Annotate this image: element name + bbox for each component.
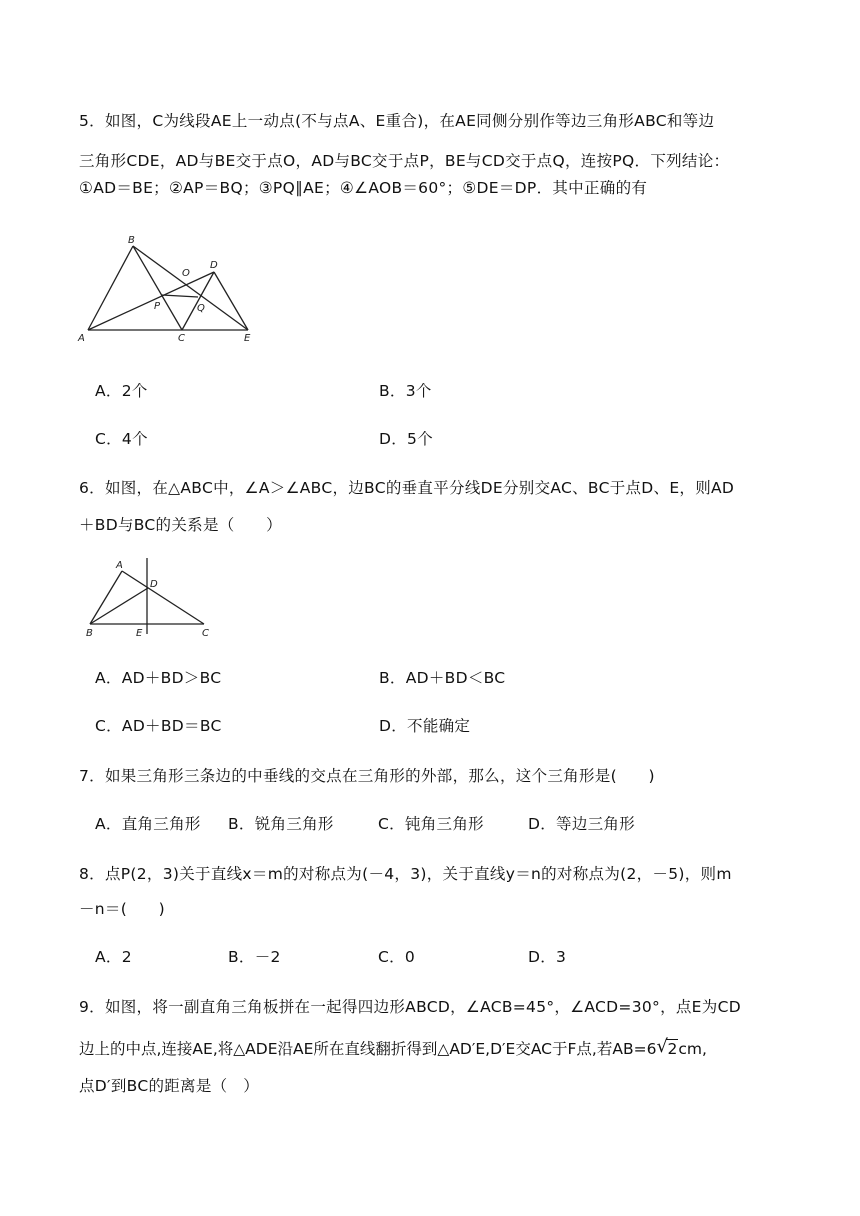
q6-label-C: C <box>202 628 209 639</box>
q9-line2-post: cm, <box>678 1040 707 1058</box>
q8-option-b[interactable]: B．－2 <box>228 948 281 966</box>
q6-text-line1: 6．如图，在△ABC中，∠A＞∠ABC，边BC的垂直平分线DE分别交AC、BC于点D、E，则AD <box>79 479 735 497</box>
q9-text-line3: 点D′到BC的距离是（ ） <box>79 1077 260 1095</box>
q7-option-c[interactable]: C．钝角三角形 <box>378 815 484 833</box>
q9-line2-radicand: 2 <box>667 1040 678 1058</box>
q8-text-line2: －n＝( ) <box>79 900 166 918</box>
q5-text-line1: 5．如图，C为线段AE上一动点(不与点A、E重合)，在AE同侧分别作等边三角形ABC和等边 <box>79 112 715 130</box>
q5-label-E: E <box>244 333 251 344</box>
q9-text-line2 <box>79 1036 707 1059</box>
q6-text-line2: ＋BD与BC的关系是（ ） <box>79 516 282 534</box>
q5-option-a[interactable]: A．2个 <box>95 382 148 400</box>
q6-label-B: B <box>86 628 93 639</box>
q7-option-d[interactable]: D．等边三角形 <box>528 815 636 833</box>
q6-option-b[interactable]: B．AD＋BD＜BC <box>379 669 506 687</box>
q9-text-line1: 9．如图，将一副直角三角板拼在一起得四边形ABCD，∠ACB=45°，∠ACD=30°，点E为CD <box>79 998 741 1016</box>
q6-label-D: D <box>150 579 158 590</box>
q5-label-P: P <box>154 301 161 312</box>
q5-label-D: D <box>210 260 218 271</box>
q7-text-line1: 7．如果三角形三条边的中垂线的交点在三角形的外部，那么，这个三角形是( ) <box>79 767 655 785</box>
q5-label-C: C <box>178 333 185 344</box>
q5-text-line2: 三角形CDE，AD与BE交于点O，AD与BC交于点P，BE与CD交于点Q，连按PQ．下列结论： <box>79 152 730 170</box>
q6-option-c[interactable]: C．AD＋BD＝BC <box>95 717 222 735</box>
q6-label-E: E <box>136 628 143 639</box>
q9-line2-coef: 6 <box>646 1040 657 1058</box>
q6-option-d[interactable]: D．不能确定 <box>379 717 471 735</box>
q7-option-b[interactable]: B．锐角三角形 <box>228 815 334 833</box>
sqrt-symbol: √ 2 <box>656 1036 678 1058</box>
q9-line2-pre: 边上的中点,连接AE,将△ADE沿AE所在直线翻折得到△AD′E,D′E交AC于F点,若AB= <box>79 1040 647 1058</box>
q5-text-line3: ①AD＝BE；②AP＝BQ；③PQ∥AE；④∠AOB＝60°；⑤DE＝DP．其中正确的有 <box>79 179 648 197</box>
q5-option-b[interactable]: B．3个 <box>379 382 432 400</box>
q6-option-a[interactable]: A．AD＋BD＞BC <box>95 669 222 687</box>
q5-figure <box>74 228 274 348</box>
q6-label-A: A <box>116 560 123 571</box>
q5-label-A: A <box>78 333 85 344</box>
q5-label-O: O <box>182 268 190 279</box>
q6-figure <box>82 556 222 641</box>
q8-option-a[interactable]: A．2 <box>95 948 132 966</box>
q8-text-line1: 8．点P(2，3)关于直线x＝m的对称点为(－4，3)，关于直线y＝n的对称点为(2，－5)，则m <box>79 865 732 883</box>
q5-label-Q: Q <box>197 303 205 314</box>
q7-option-a[interactable]: A．直角三角形 <box>95 815 201 833</box>
q8-option-c[interactable]: C．0 <box>378 948 416 966</box>
q8-option-d[interactable]: D．3 <box>528 948 567 966</box>
q5-label-B: B <box>128 235 135 246</box>
q5-option-d[interactable]: D．5个 <box>379 430 433 448</box>
q5-option-c[interactable]: C．4个 <box>95 430 148 448</box>
